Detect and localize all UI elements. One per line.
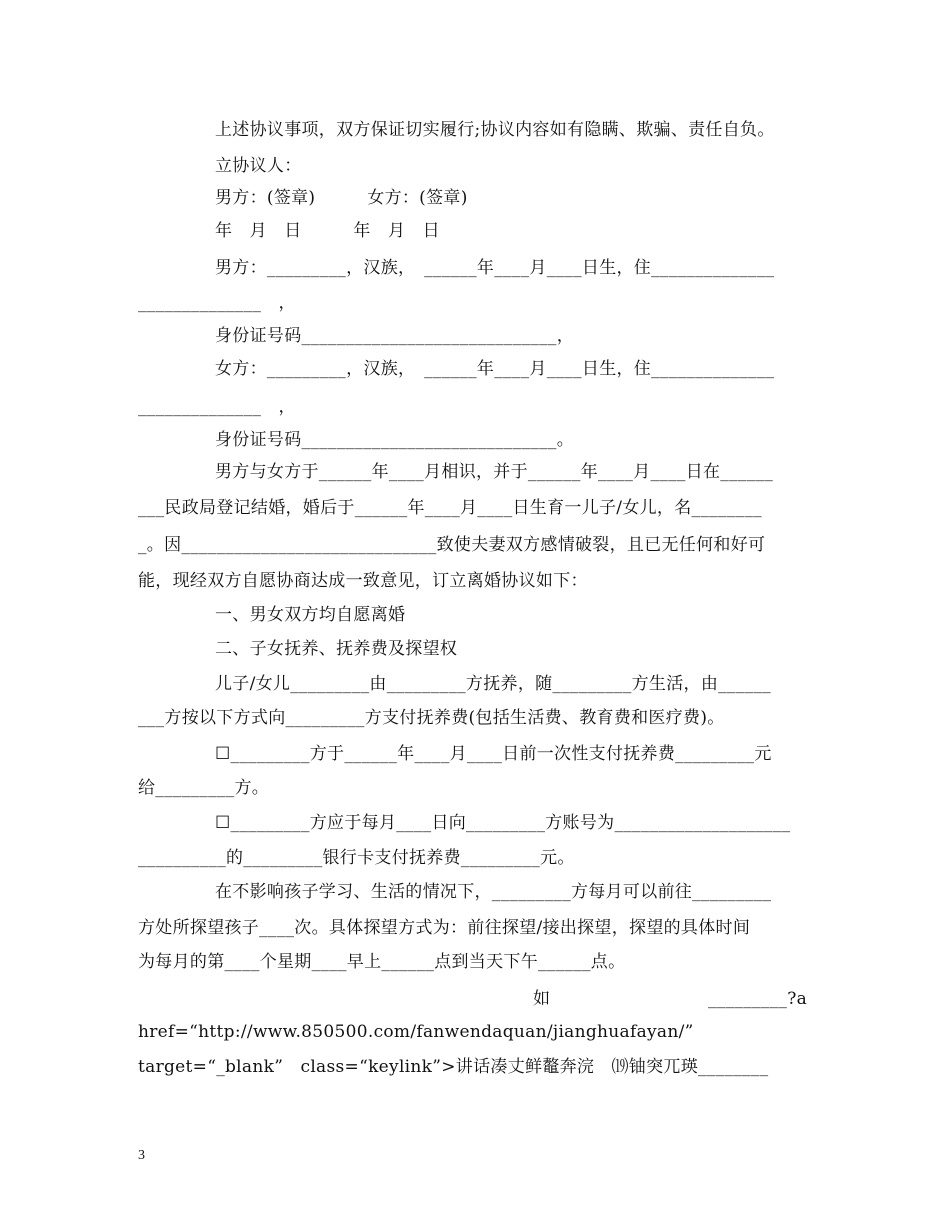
text-line: 能，现经双方自愿协商达成一致意见，订立离婚协议如下： [138, 571, 588, 591]
text-line: __________的_________银行卡支付抚养费_________元。 [138, 848, 575, 868]
text-line: 上述协议事项，双方保证切实履行;协议内容如有隐瞒、欺骗、责任自负。 [215, 120, 775, 140]
text-line: ☐_________方应于每月____日向_________方账号为____________________ [215, 813, 791, 833]
text-line: 身份证号码_____________________________。 [215, 430, 574, 450]
text-line: 儿子/女儿_________由_________方抚养，随_________方生活，由______ [215, 674, 771, 694]
text-line: ______________ ， [138, 293, 296, 313]
text-line: 一、男女双方均自愿离婚 [215, 605, 406, 625]
text-line: 男方与女方于______年____月相识，并于______年____月____日在______ [215, 462, 774, 482]
text-line: 男方：_________，汉族， ______年____月____日生，住______________ [215, 258, 775, 278]
text-line: 为每月的第____个星期____早上______点到当天下午______点。 [138, 952, 626, 972]
text-line: ☐_________方于______年____月____日前一次性支付抚养费_________元 [215, 744, 772, 764]
text-line: _________?a [708, 989, 808, 1009]
page-number: 3 [138, 1148, 145, 1163]
text-line: 二、子女抚养、抚养费及探望权 [215, 639, 458, 659]
text-line: 在不影响孩子学习、生活的情况下，_________方每月可以前往_________ [215, 882, 772, 902]
text-line: ___民政局登记结婚，婚后于______年____月____日生育一儿子/女儿，名________ [138, 498, 762, 518]
text-line: href=“http://www.850500.com/fanwendaquan/jianghuafayan/” [138, 1022, 694, 1042]
text-line: 年 月 日 年 月 日 [215, 221, 440, 241]
text-line: 身份证号码_____________________________， [215, 326, 574, 346]
text-line: 给_________方。 [138, 778, 270, 798]
text-line: ___方按以下方式向_________方支付抚养费(包括生活费、教育费和医疗费)。 [138, 708, 725, 728]
text-line: _。因_____________________________致使夫妻双方感情破裂，且已无任何和好可 [138, 535, 766, 555]
text-line: 方处所探望孩子____次。具体探望方式为：前往探望/接出探望，探望的具体时间 [138, 918, 751, 938]
text-line: 男方：(签章) 女方：(签章) [215, 188, 468, 208]
text-line: 女方：_________，汉族， ______年____月____日生，住______________ [215, 359, 775, 379]
text-line: 如 [533, 989, 551, 1009]
text-line: 立协议人： [215, 156, 302, 176]
text-line: ______________ ， [138, 397, 296, 417]
text-line: target=“_blank” class=“keylink”>讲话凑丈鲜鼇奔浣 ⒆铀突兀瑛________ [138, 1057, 769, 1077]
